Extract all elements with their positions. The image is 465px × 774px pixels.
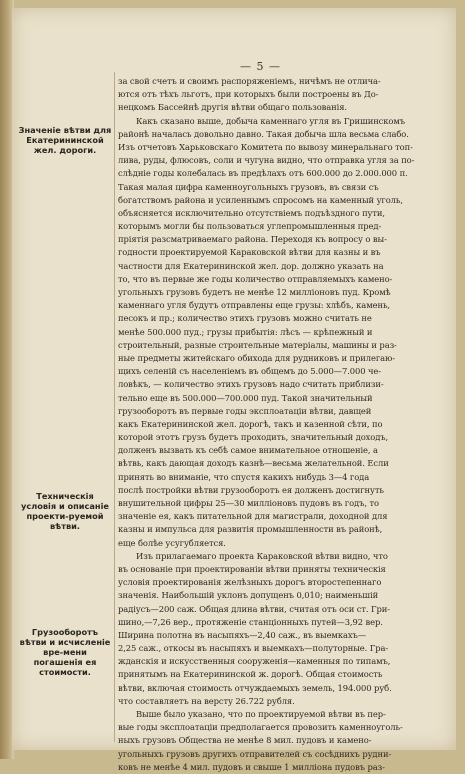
text-line: строительный, разные строительные матеріалы, машины и раз-: [118, 339, 397, 350]
text-line: значеніе ея, какъ питательной для магистрали, доходной для: [118, 511, 388, 522]
page-number: — 5 —: [240, 60, 281, 73]
text-line: радіусъ—200 саж. Общая длина вѣтви, считая отъ оси ст. Гри-: [118, 603, 390, 614]
text-line: Ширина полотна въ насыпяхъ—2,40 саж., въ выемкахъ—: [118, 629, 367, 640]
margin-note-technical-conditions: Техническія условія и описаніе проекти-руемой вѣтви.: [21, 491, 109, 531]
text-line: тельно еще въ 500.000—700.000 пуд. Такой значительный: [118, 392, 373, 403]
text-line: слѣдніе годы колебалась въ предѣлахъ отъ 600.000 до 2.000.000 п.: [118, 168, 408, 179]
text-line: въ основаніе при проектированіи вѣтви приняты техническія: [118, 563, 386, 574]
text-line: Такая малая цифра каменноугольныхъ грузовъ, въ связи съ: [118, 181, 379, 192]
text-line: жданскія и искусственныя сооруженія—каменныя по типамъ,: [118, 656, 391, 667]
text-line: какъ Екатерининской жел. дорогѣ, такъ и казенной сѣти, по: [118, 418, 383, 429]
text-line: ныхъ грузовъ Общества не менѣе 8 мил. пудовъ и камено-: [118, 735, 372, 746]
text-line: объясняется исключительно отсутствіемъ подъѣздного пути,: [118, 207, 385, 218]
text-line: которымъ могли бы пользоваться углепромышленныя пред-: [118, 221, 382, 232]
text-line: Изъ прилагаемаго проекта Караковской вѣтви видно, что: [136, 550, 388, 561]
text-line: ковъ не менѣе 4 мил. пудовъ и свыше 1 милліона пудовъ раз-: [118, 761, 385, 772]
text-line: годности проектируемой Караковской вѣтви для казны и въ: [118, 247, 381, 258]
text-line: которой этотъ грузъ будетъ проходить, значительный доходъ,: [118, 432, 389, 443]
text-line: Выше было указано, что по проектируемой вѣтви въ пер-: [136, 709, 386, 719]
text-line: за свой счетъ и своимъ распоряженіемъ, ничѣмъ не отлича-: [118, 76, 381, 86]
text-line: Какъ сказано выше, добыча каменнаго угля въ Гришинскомъ: [136, 115, 405, 126]
body-text: [118, 75, 449, 774]
text-line: пріятія разсматриваемаго района. Переходя къ вопросу о вы-: [118, 234, 387, 245]
text-line: что составляетъ на версту 26.722 рубля.: [118, 695, 295, 706]
text-line: вѣтвь, какъ дающая доходъ казнѣ—весьма желательной. Если: [118, 458, 389, 469]
text-line: послѣ постройки вѣтви грузооборотъ ея долженъ достигнуть: [118, 484, 384, 495]
text-line: нецкомъ Бассейнѣ другія вѣтви общаго пользованія.: [118, 102, 347, 113]
text-line: условія проектированія желѣзныхъ дорогъ второстепеннаго: [118, 577, 382, 588]
text-line: шино,—7,26 вер., протяженіе станціонныхъ путей—3,92 вер.: [118, 616, 383, 627]
text-line: менѣе 500.000 пуд.; грузы прибытія: лѣсъ — крѣпежный и: [118, 326, 373, 337]
text-line: ловѣкъ, — количество этихъ грузовъ надо считать приблизи-: [118, 379, 384, 390]
margin-note-branch-significance: Значеніе вѣтви для Екатерининской жел. дороги.: [18, 125, 112, 155]
text-line: внушительной цифры 25—30 милліоновъ пудовъ въ годъ, то: [118, 498, 379, 508]
margin-column-rule: [114, 72, 115, 742]
text-line: каменнаго угля будутъ отправлены еще грузы: хлѣбъ, камень,: [118, 300, 390, 311]
text-line: ются отъ тѣхъ льготъ, при которыхъ были построены въ До-: [118, 89, 379, 100]
text-line: угольныхъ грузовъ будетъ не менѣе 12 милліоновъ пуд. Кромѣ: [118, 287, 391, 297]
text-line: грузооборотъ въ первые годы эксплоатаціи вѣтви, давщей: [118, 405, 372, 416]
text-line: принятымъ на Екатерининской ж. дорогѣ. Общая стоимость: [118, 669, 383, 680]
text-line: то, что въ первые же годы количество отправляемыхъ камено-: [118, 273, 393, 284]
text-line: принять во вниманіе, что спустя какихъ нибудь 3—4 года: [118, 471, 370, 482]
text-line: угольныхъ грузовъ другихъ отправителей съ сосѣднихъ рудни-: [118, 748, 392, 759]
text-line: еще болѣе усугубляется.: [118, 537, 226, 548]
text-line: вѣтви, включая стоимость отчуждаемыхъ земель, 194.000 руб.: [118, 682, 392, 693]
text-line: щихъ селеній съ населеніемъ въ общемъ до 5.000—7.000 че-: [118, 366, 382, 377]
text-line: казны и импульса для развитія промышленности въ районѣ,: [118, 524, 383, 535]
text-line: 2,25 саж., откосы въ насыпяхъ и выемкахъ—полуторные. Гра-: [118, 643, 389, 654]
text-line: лива, руды, флюсовъ, соли и чугуна видно, что отправка угля за по-: [118, 155, 415, 166]
text-line: ные предметы житейскаго обихода для рудниковъ и прилегаю-: [118, 352, 395, 363]
text-line: песокъ и пр.; количество этихъ грузовъ можно считать не: [118, 313, 372, 324]
text-line: районѣ началась довольно давно. Такая добыча шла весьма слабо.: [118, 128, 409, 139]
text-line: частности для Екатерининской жел. дор. должно указать на: [118, 260, 384, 271]
text-line: Изъ отчетовъ Харьковскаго Комитета по вывозу минеральнаго топ-: [118, 141, 413, 152]
margin-note-freight-turnover: Грузооборотъ вѣтви и исчисленіе вре-мени погашенія ея стоимости.: [19, 627, 111, 677]
text-line: вые годы эксплоатаціи предполагается провозить каменноуголь-: [118, 722, 403, 733]
text-line: значенія. Наибольшій уклонъ допущенъ 0,010; наименьшій: [118, 590, 379, 601]
text-line: долженъ вызвать къ себѣ самое внимательное отношеніе, а: [118, 445, 378, 456]
text-line: богатствомъ района и усиленнымъ спросомъ на каменный уголь,: [118, 194, 403, 205]
